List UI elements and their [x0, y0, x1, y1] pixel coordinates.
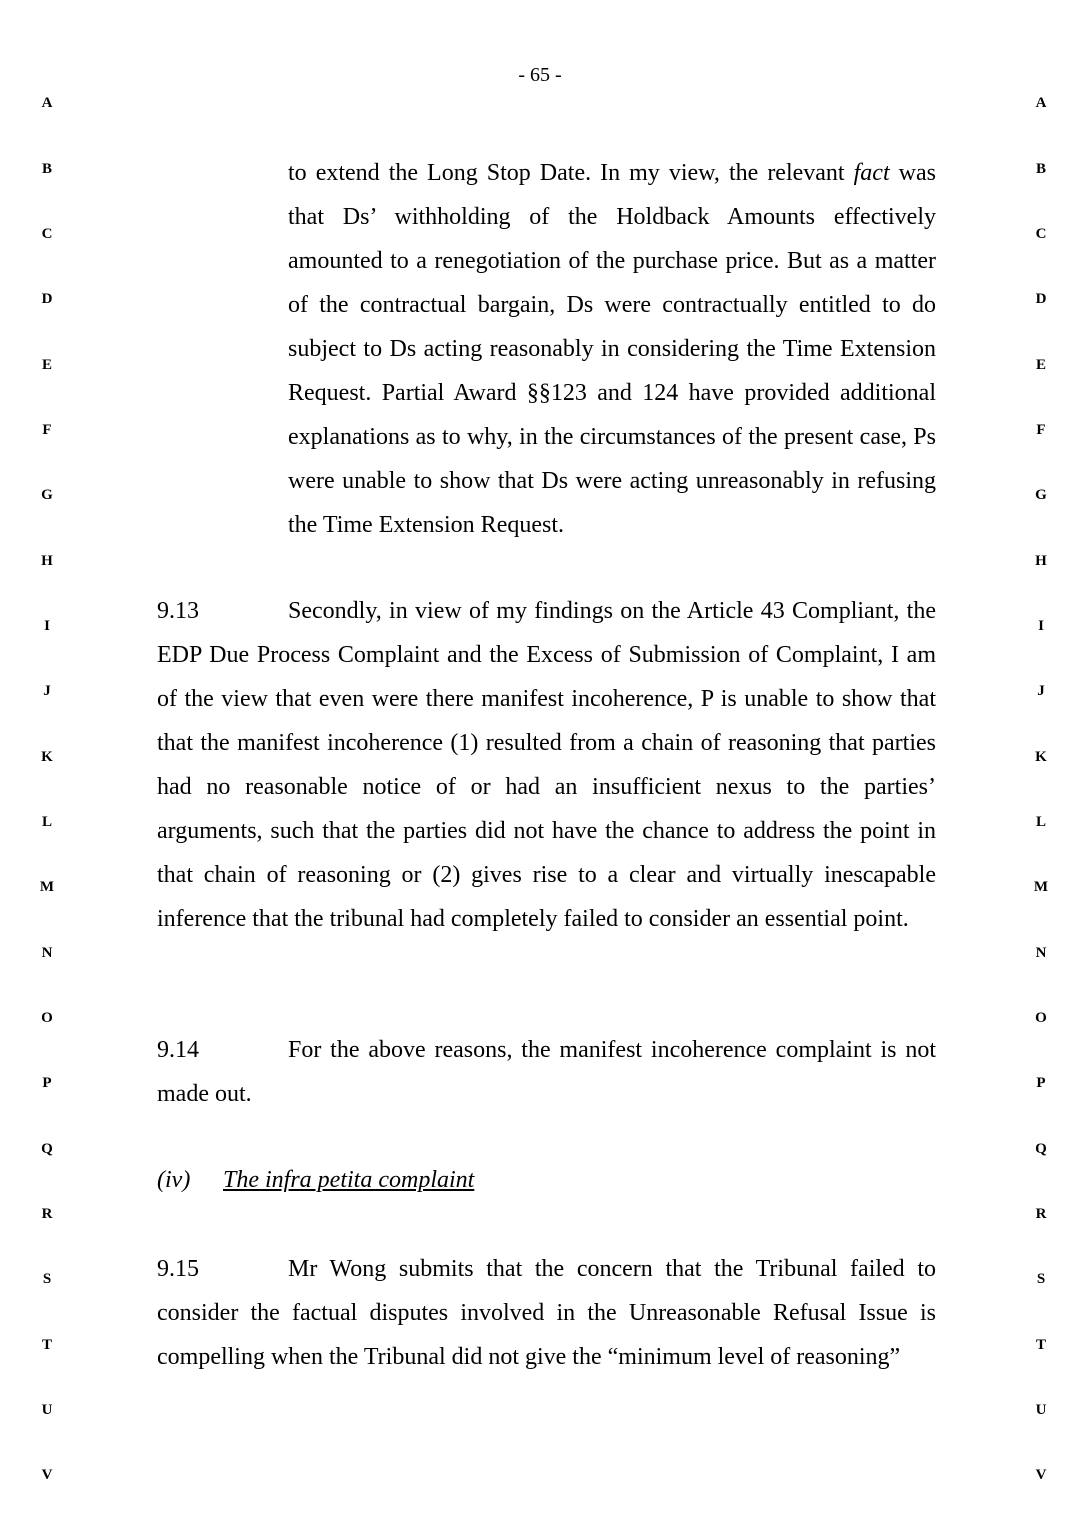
margin-letter: G — [41, 487, 53, 503]
margin-letter: Q — [41, 1141, 53, 1157]
margin-letter: V — [1035, 1467, 1047, 1483]
margin-letter: V — [41, 1467, 53, 1483]
margin-letter: T — [41, 1337, 52, 1353]
paragraph-9-14 — [157, 1028, 936, 1116]
margin-letter: G — [1035, 487, 1047, 503]
emphasis-fact: fact — [853, 160, 890, 186]
margin-letter: U — [41, 1402, 53, 1418]
margin-letter: J — [43, 683, 51, 699]
margin-letter: F — [42, 422, 52, 438]
right-margin-letters — [1026, 0, 1056, 1528]
margin-letter: Q — [1035, 1141, 1047, 1157]
continuation-text-end: was that Ds’ withholding of the Holdback Amounts effectively amounted to a renegotiation of the purchase price. But as a matter of the contractual bargain, Ds were contractually entitled to do subject to Ds acting reasonably in considering the Time Extension Request. Partial Award §§123 and 124 have provided additional explanations as to why, in the circumstances of the present case, Ps were unable to show that Ds were acting unreasonably in refusing the Time Extension Request. — [288, 160, 936, 538]
continuation-text-start: to extend the Long Stop Date. In my view, the relevant — [288, 160, 854, 186]
margin-letter: M — [39, 879, 55, 895]
margin-letter: C — [41, 226, 53, 242]
margin-letter: H — [1035, 553, 1047, 569]
section-heading — [157, 1162, 474, 1198]
margin-letter: H — [41, 553, 53, 569]
margin-letter: E — [41, 357, 52, 373]
margin-letter: B — [41, 161, 52, 177]
margin-letter: S — [42, 1271, 52, 1287]
margin-letter: R — [41, 1206, 53, 1222]
margin-letter: B — [1035, 161, 1046, 177]
margin-letter: I — [1038, 618, 1044, 634]
paragraph-body: Mr Wong submits that the concern that the Tribunal failed to consider the factual disputes involved in the Unreasonable Refusal Issue is compelling when the Tribunal did not give the “minimum level of reasoning” — [157, 1256, 936, 1370]
paragraph-9-15 — [157, 1247, 936, 1379]
paragraph-9-13 — [157, 589, 936, 941]
paragraph-body: For the above reasons, the manifest incoherence complaint is not made out. — [157, 1037, 936, 1107]
margin-letter: D — [1035, 291, 1047, 307]
margin-letter: C — [1035, 226, 1047, 242]
margin-letter: O — [1035, 1010, 1047, 1026]
paragraph-body: Secondly, in view of my findings on the Article 43 Compliant, the EDP Due Process Complaint and the Excess of Submission of Complaint, I am of the view that even were there manifest incoherence, P is unable to show that that the manifest incoherence (1) resulted from a chain of reasoning that parties had no reasonable notice of or had an insufficient nexus to the parties’ arguments, such that the parties did not have the chance to address the point in that chain of reasoning or (2) gives rise to a clear and virtually inescapable inference that the tribunal had completely failed to consider an essential point. — [157, 598, 936, 932]
margin-letter: K — [1035, 749, 1047, 765]
margin-letter: N — [1035, 945, 1047, 961]
margin-letter: P — [42, 1075, 52, 1091]
margin-letter: I — [44, 618, 50, 634]
margin-letter: J — [1037, 683, 1045, 699]
margin-letter: E — [1035, 357, 1046, 373]
margin-letter: N — [41, 945, 53, 961]
margin-letter: T — [1035, 1337, 1046, 1353]
margin-letter: O — [41, 1010, 53, 1026]
margin-letter: L — [41, 814, 52, 830]
paragraph-number: 9.14 — [157, 1037, 199, 1063]
margin-letter: P — [1036, 1075, 1046, 1091]
left-margin-letters — [32, 0, 62, 1528]
margin-letter: R — [1035, 1206, 1047, 1222]
page-number: - 65 - — [518, 64, 562, 86]
margin-letter: M — [1033, 879, 1049, 895]
paragraph-number: 9.13 — [157, 598, 199, 624]
margin-letter: A — [41, 95, 53, 111]
margin-letter: D — [41, 291, 53, 307]
margin-letter: S — [1036, 1271, 1046, 1287]
margin-letter: U — [1035, 1402, 1047, 1418]
section-number: (iv) — [157, 1167, 191, 1193]
section-title: The infra petita complaint — [223, 1167, 475, 1193]
margin-letter: A — [1035, 95, 1047, 111]
margin-letter: L — [1035, 814, 1046, 830]
paragraph-number: 9.15 — [157, 1256, 199, 1282]
margin-letter: K — [41, 749, 53, 765]
margin-letter: F — [1036, 422, 1046, 438]
continuation-paragraph — [288, 151, 936, 547]
